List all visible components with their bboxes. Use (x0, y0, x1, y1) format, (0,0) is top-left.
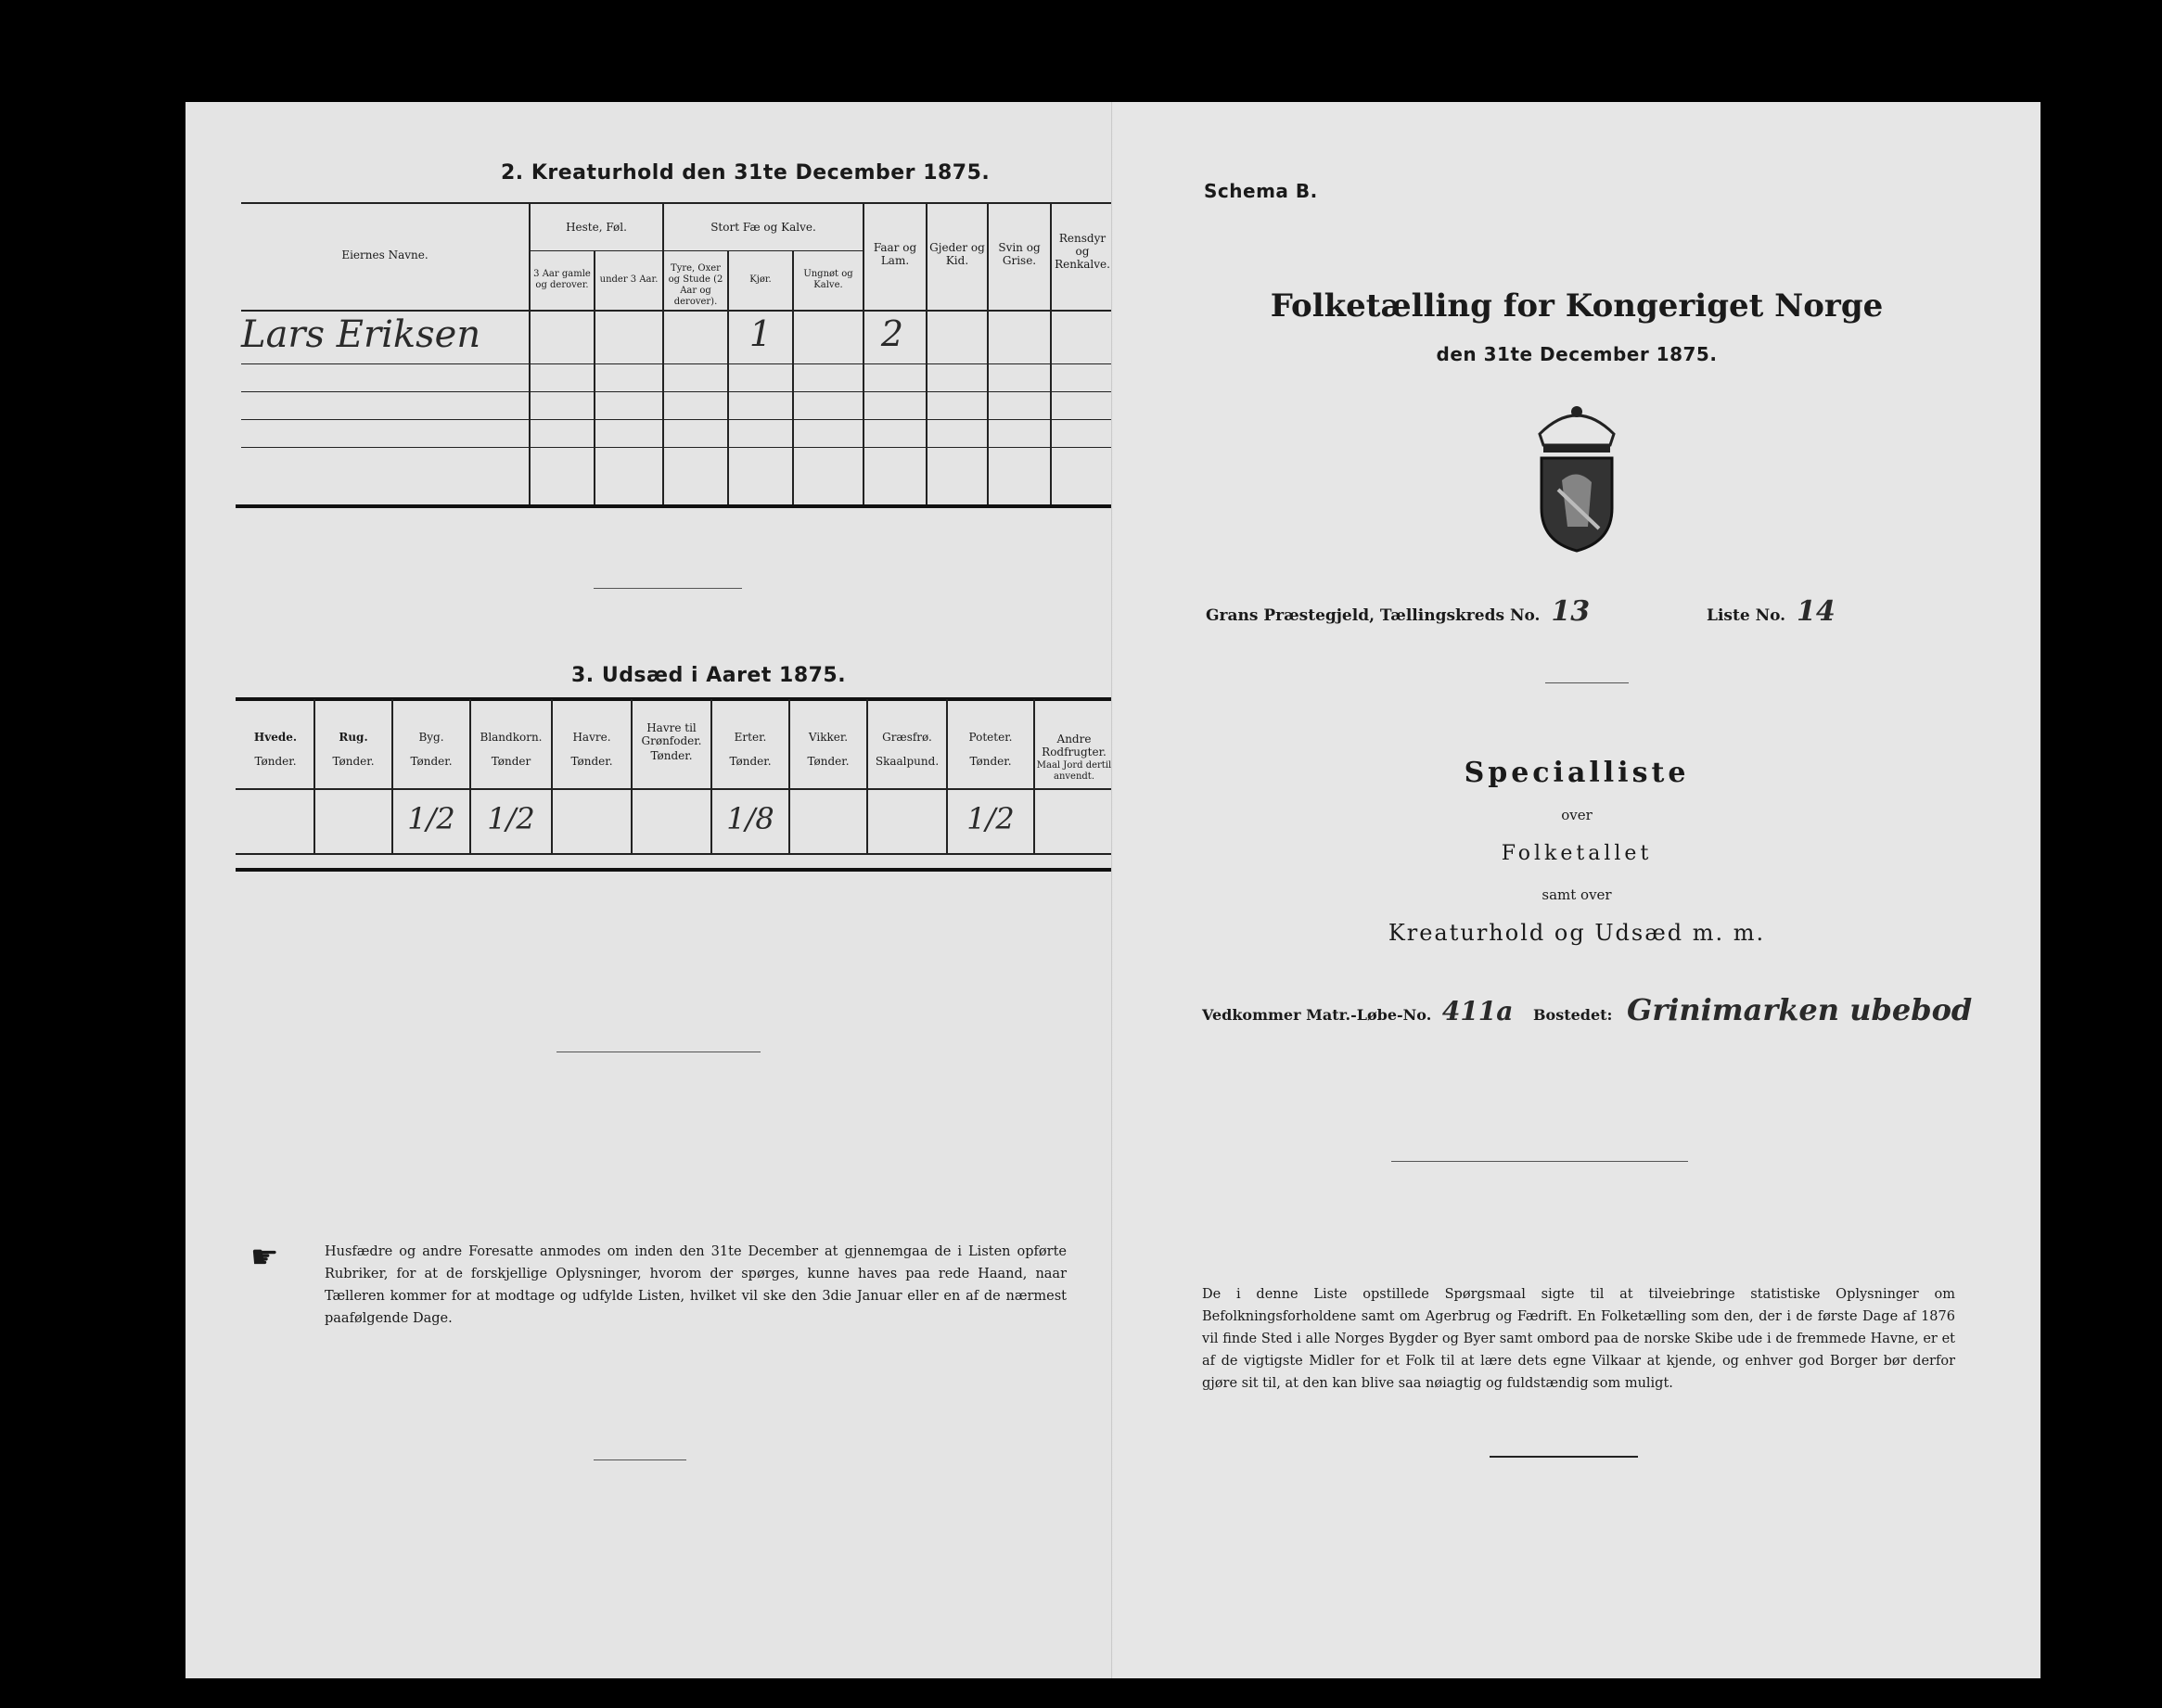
col-unit: Tønder. (410, 755, 453, 768)
table3-bottom-rule (236, 868, 1113, 872)
table2-col-divider (594, 250, 595, 504)
udsaed-col-byg (393, 731, 469, 768)
matr-prefix: Vedkommer Matr.-Løbe-No. (1202, 1006, 1432, 1024)
udsaed-col-blandkorn (471, 731, 551, 768)
col-name: Poteter. (968, 731, 1013, 744)
col-name: Havre til Grønfoder. (641, 721, 702, 747)
owner-name: Lars Eriksen (241, 313, 481, 356)
stort-fae-group-header: Stort Fæ og Kalve. (710, 221, 816, 234)
separator-rule (1545, 682, 1629, 683)
col-name: Erter. (734, 731, 767, 744)
udsaed-col-hvede (237, 731, 313, 768)
udsaed-col-poteter (948, 731, 1033, 768)
table2-row-rule (241, 419, 1113, 420)
udsaed-col-graesfro (868, 731, 946, 768)
col-name: Græsfrø. (882, 731, 932, 744)
col-unit: Tønder. (807, 755, 850, 768)
col-unit: Tønder (491, 755, 531, 768)
udsaed-col-andre-rodfrugter (1035, 733, 1113, 783)
table2-top-rule (241, 202, 1113, 204)
udsaed-col-rug (315, 731, 391, 768)
census-subtitle: den 31te December 1875. (1436, 343, 1718, 365)
pointing-hand-icon: ☛ (250, 1239, 279, 1276)
faar-value: 2 (880, 313, 904, 354)
liste-prefix: Liste No. (1707, 606, 1786, 625)
byg-value: 1/2 (407, 801, 455, 836)
table2-group-rule (529, 250, 863, 251)
table2-row-rule (241, 447, 1113, 448)
table2-row-rule (241, 363, 1113, 364)
erter-value: 1/8 (726, 801, 774, 836)
kreaturhold-text: Kreaturhold og Udsæd m. m. (1388, 920, 1766, 946)
col-unit: Tønder. (570, 755, 613, 768)
matr-line (1202, 992, 1972, 1027)
col-unit: Tønder. (650, 749, 693, 762)
separator-rule (1391, 1161, 1688, 1162)
table2-col-divider (727, 250, 729, 504)
table2-row-rule (241, 391, 1113, 392)
col-name: Vikker. (808, 731, 849, 744)
col-name: Byg. (418, 731, 444, 744)
col-unit: Tønder. (332, 755, 375, 768)
kjor-header: Kjør. (749, 274, 772, 285)
matr-value: 411a (1441, 996, 1514, 1026)
district-number: 13 (1551, 595, 1591, 628)
owner-column-header: Eiernes Navne. (341, 249, 429, 261)
col-unit: Skaalpund. (875, 755, 940, 768)
census-title: Folketælling for Kongeriget Norge (1270, 287, 1884, 325)
kjor-value: 1 (748, 313, 773, 354)
ungnot-header: Ungnøt og Kalve. (803, 269, 853, 290)
col-unit: Tønder. (254, 755, 297, 768)
coat-of-arms-icon (1521, 397, 1632, 554)
blandkorn-value: 1/2 (487, 801, 535, 836)
table2-bottom-rule (236, 504, 1113, 508)
col-name: Blandkorn. (480, 731, 543, 744)
poteter-value: 1/2 (966, 801, 1015, 836)
svin-header: Svin og Grise. (998, 241, 1041, 267)
liste-line (1707, 595, 1836, 628)
separator-rule (594, 1459, 686, 1460)
table2-header-rule (241, 310, 1113, 312)
table2-col-divider (863, 204, 864, 504)
folketallet-text: Folketallet (1501, 842, 1653, 865)
table2-col-divider (662, 204, 664, 504)
col-unit: Tønder. (969, 755, 1012, 768)
liste-number: 14 (1797, 595, 1836, 628)
tyre-oxer-header: Tyre, Oxer og Stude (2 Aar og derover). (668, 263, 723, 307)
notice-text: Husfædre og andre Foresatte anmodes om inden den 31te December at gjennemgaa de i Listen opførte Rubriker, for at de forskjellige Oplysninger, hvorom der spørges, kunne haves paa rede Haand, naar Tælleren kommer for at modtage og udfylde Listen, hvilket vil ske den 3die Januar eller en af de nærmest paafølgende Dage. (325, 1244, 1067, 1326)
table3-col-divider (313, 699, 315, 853)
district-line (1206, 595, 1590, 628)
col-unit: Tønder. (729, 755, 772, 768)
udsaed-col-havre-gronfoder (633, 721, 710, 762)
col-name: Rug. (339, 731, 368, 744)
udsaed-col-havre (553, 731, 631, 768)
heste-group-header: Heste, Føl. (566, 221, 627, 234)
section3-heading: 3. Udsæd i Aaret 1875. (571, 664, 847, 687)
bosted-value: Grinimarken ubebod (1627, 992, 1973, 1027)
table3-top-rule (236, 697, 1113, 701)
table3-col-divider (866, 699, 868, 853)
table3-header-rule (236, 788, 1113, 790)
col-name: Havre. (572, 731, 611, 744)
over-text: over (1561, 807, 1593, 823)
gjeder-header: Gjeder og Kid. (929, 241, 985, 267)
separator-rule (594, 588, 742, 589)
col-unit: Maal Jord dertil anvendt. (1036, 760, 1112, 782)
udsaed-col-vikker (790, 731, 866, 768)
faar-header: Faar og Lam. (873, 241, 917, 267)
col-name: Andre Rodfrugter. (1042, 733, 1107, 758)
table3-col-divider (551, 699, 553, 853)
col-name: Hvede. (253, 731, 298, 744)
section2-heading: 2. Kreaturhold den 31te December 1875. (501, 161, 991, 185)
rensdyr-header: Rensdyr og Renkalve. (1055, 232, 1110, 271)
right-page (1113, 102, 2040, 1678)
udsaed-col-erter (712, 731, 788, 768)
table3-row-rule (236, 853, 1113, 855)
samt-over-text: samt over (1542, 886, 1612, 903)
heste-under3-header: under 3 Aar. (599, 274, 659, 285)
table3-col-divider (788, 699, 790, 853)
district-prefix: Grans Præstegjeld, Tællingskreds No. (1206, 606, 1541, 625)
specialliste-title: Specialliste (1464, 757, 1690, 789)
heste-3aar-header: 3 Aar gamle og derover. (533, 269, 591, 290)
table2-col-divider (529, 204, 531, 504)
schema-label: Schema B. (1204, 180, 1318, 202)
bosted-prefix: Bostedet: (1533, 1006, 1613, 1024)
left-page (185, 102, 1113, 1678)
census-sheet (185, 102, 2040, 1678)
footer-text: De i denne Liste opstillede Spørgsmaal sigte til at tilveiebringe statistiske Oplysninger om Befolkningsforholdene samt om Agerbrug og Fædrift. En Folketælling som den, der i de første Dage af 1876 vil finde Sted i alle Norges Bygder og Byer samt ombord paa de norske Skibe ude i de fremmede Havne, er et af de vigtigste Midler for et Folk til at lære dets egne Vilkaar at kjende, og enhver god Borger bør derfor gjøre sit til, at den kan blive saa nøiagtig og fuldstændig som muligt. (1202, 1287, 1955, 1391)
separator-rule (1490, 1456, 1638, 1458)
